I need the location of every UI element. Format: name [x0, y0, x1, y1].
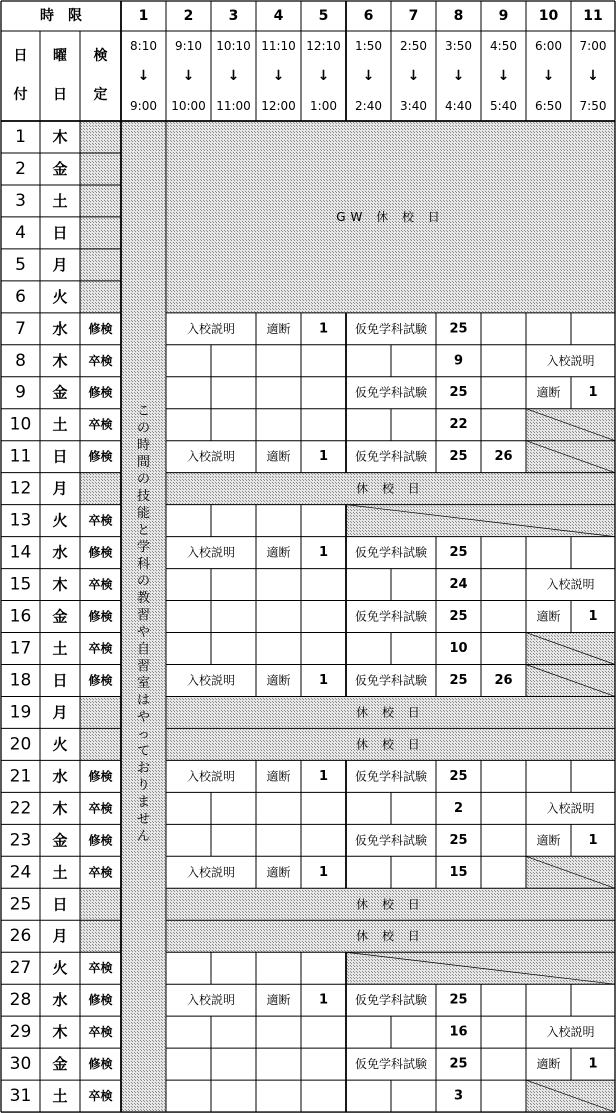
- aptitude-test: 適断: [266, 449, 291, 464]
- lesson-number: 2: [453, 800, 464, 816]
- aptitude-test: 適断: [266, 865, 291, 880]
- date-number: 19: [9, 702, 32, 723]
- weekday: 水: [52, 319, 68, 338]
- lesson-number: 22: [449, 417, 468, 433]
- orientation-session: 入校説明: [186, 449, 236, 464]
- date-number: 18: [9, 670, 32, 691]
- weekday: 月: [52, 703, 68, 722]
- date-number: 31: [9, 1086, 32, 1107]
- period-start: 8:10: [130, 39, 157, 53]
- lesson-number: 25: [449, 545, 468, 561]
- closed-day-label: 休 校 日: [356, 737, 425, 752]
- date-number: 8: [15, 350, 26, 371]
- weekday: 木: [52, 575, 68, 594]
- down-arrow-icon: ↓: [227, 68, 240, 84]
- weekday: 金: [52, 383, 68, 402]
- down-arrow-icon: ↓: [272, 68, 285, 84]
- weekday: 木: [52, 1023, 68, 1042]
- weekday: 土: [52, 191, 68, 210]
- lesson-number: 25: [449, 1056, 468, 1072]
- period-start: 10:10: [216, 39, 251, 53]
- date-number: 14: [9, 542, 32, 563]
- inspect-blank: [80, 696, 121, 728]
- date-number: 25: [9, 894, 32, 915]
- down-arrow-icon: ↓: [542, 68, 555, 84]
- date-number: 3: [15, 190, 26, 211]
- closed-day-label: 休 校 日: [356, 481, 425, 496]
- inspect-blank: [80, 888, 121, 920]
- inspection-type: 卒検: [88, 1025, 113, 1040]
- orientation-session: 入校説明: [546, 353, 595, 368]
- closed-day-label: 休 校 日: [356, 897, 425, 912]
- aptitude-test: 適断: [536, 1057, 561, 1072]
- period1-note: この時間の技能と学科の教習や自習室はやっておりません: [136, 404, 151, 844]
- date-number: 10: [9, 414, 32, 435]
- inspection-type: 修検: [88, 769, 113, 784]
- provisional-exam: 仮免学科試験: [354, 449, 428, 464]
- orientation-session: 入校説明: [186, 769, 236, 784]
- aptitude-test: 適断: [266, 321, 291, 336]
- date-number: 2: [15, 158, 26, 179]
- weekday: 水: [52, 991, 68, 1010]
- inspect-blank: [80, 153, 121, 185]
- weekday: 日: [52, 671, 68, 690]
- weekday: 金: [52, 831, 68, 850]
- period-end: 2:40: [355, 99, 382, 113]
- date-number: 24: [9, 862, 32, 883]
- inspect-blank: [80, 281, 121, 313]
- period-number: 11: [583, 8, 603, 24]
- inspection-type: 卒検: [88, 577, 113, 592]
- weekday: 日: [52, 447, 68, 466]
- weekday: 月: [52, 255, 68, 274]
- date-number: 28: [9, 990, 32, 1011]
- lesson-number: 9: [453, 353, 464, 369]
- inspect-blank: [80, 217, 121, 249]
- date-number: 17: [9, 638, 32, 659]
- period-start: 4:50: [490, 39, 517, 53]
- lesson-number: 16: [449, 1024, 468, 1040]
- inspect-blank: [80, 920, 121, 952]
- date-number: 15: [9, 574, 32, 595]
- date-number: 16: [9, 606, 32, 627]
- period-start: 1:50: [355, 39, 382, 53]
- date-number: 26: [9, 926, 32, 947]
- inspection-type: 卒検: [88, 1089, 113, 1104]
- weekday: 木: [52, 351, 68, 370]
- weekday: 火: [52, 511, 68, 530]
- lesson-number: 26: [494, 672, 513, 688]
- closed-day-label: 休 校 日: [356, 929, 425, 944]
- lesson-number: 25: [449, 321, 468, 337]
- header-jigen: 時 限: [40, 8, 82, 24]
- weekday: 土: [52, 1087, 68, 1106]
- lesson-number: 25: [449, 832, 468, 848]
- period-end: 12:00: [261, 99, 296, 113]
- weekday: 水: [52, 767, 68, 786]
- lesson-number: 1: [588, 609, 598, 625]
- down-arrow-icon: ↓: [317, 68, 330, 84]
- provisional-exam: 仮免学科試験: [354, 1057, 428, 1072]
- period-number: 6: [363, 8, 374, 24]
- date-number: 1: [15, 126, 26, 147]
- date-number: 9: [15, 382, 26, 403]
- lesson-number: 25: [449, 672, 468, 688]
- date-number: 21: [9, 766, 32, 787]
- weekday: 月: [52, 479, 68, 498]
- lesson-number: 3: [453, 1088, 464, 1104]
- period-number: 7: [408, 8, 419, 24]
- inspect-blank: [80, 121, 121, 153]
- lesson-number: 1: [318, 672, 329, 688]
- weekday: 火: [52, 287, 68, 306]
- lesson-number: 25: [449, 449, 468, 465]
- lesson-number: 1: [588, 832, 598, 848]
- lesson-number: 1: [318, 449, 329, 465]
- date-number: 4: [15, 222, 26, 243]
- down-arrow-icon: ↓: [587, 68, 599, 84]
- period-number: 5: [318, 8, 329, 24]
- lesson-number: 26: [494, 449, 513, 465]
- period-end: 9:00: [130, 99, 157, 113]
- date-number: 30: [9, 1054, 32, 1075]
- down-arrow-icon: ↓: [497, 68, 510, 84]
- inspect-blank: [80, 728, 121, 760]
- header-inspect: 検: [93, 48, 108, 64]
- lesson-number: 25: [449, 609, 468, 625]
- weekday: 金: [52, 1055, 68, 1074]
- period-start: 6:00: [535, 39, 562, 53]
- weekday: 金: [52, 159, 68, 178]
- period-end: 11:00: [216, 99, 251, 113]
- orientation-session: 入校説明: [186, 545, 236, 560]
- period-number: 10: [538, 8, 559, 24]
- period-start: 7:00: [579, 39, 607, 53]
- provisional-exam: 仮免学科試験: [354, 545, 428, 560]
- weekday: 木: [52, 799, 68, 818]
- provisional-exam: 仮免学科試験: [354, 385, 428, 400]
- lesson-number: 25: [449, 385, 468, 401]
- orientation-session: 入校説明: [546, 1025, 595, 1040]
- weekday: 土: [52, 639, 68, 658]
- period-end: 3:40: [400, 99, 427, 113]
- header-weekday: 曜: [53, 48, 67, 64]
- inspection-type: 修検: [88, 993, 113, 1008]
- down-arrow-icon: ↓: [407, 68, 420, 84]
- inspection-type: 卒検: [88, 961, 113, 976]
- orientation-session: 入校説明: [546, 801, 595, 816]
- orientation-session: 入校説明: [186, 321, 236, 336]
- provisional-exam: 仮免学科試験: [354, 833, 428, 848]
- orientation-session: 入校説明: [186, 673, 236, 688]
- weekday: 土: [52, 863, 68, 882]
- lesson-number: 25: [449, 992, 468, 1008]
- orientation-session: 入校説明: [186, 865, 236, 880]
- provisional-exam: 仮免学科試験: [354, 993, 428, 1008]
- weekday: 日: [52, 223, 68, 242]
- provisional-exam: 仮免学科試験: [354, 609, 428, 624]
- down-arrow-icon: ↓: [137, 68, 150, 84]
- inspect-blank: [80, 185, 121, 217]
- date-number: 13: [9, 510, 32, 531]
- inspection-type: 修検: [88, 449, 113, 464]
- period-start: 12:10: [306, 39, 341, 53]
- period-number: 3: [228, 8, 239, 24]
- date-number: 12: [9, 478, 32, 499]
- period-number: 8: [453, 8, 464, 24]
- inspect-blank: [80, 473, 121, 505]
- provisional-exam: 仮免学科試験: [354, 321, 428, 336]
- down-arrow-icon: ↓: [182, 68, 195, 84]
- header-weekday: 日: [53, 87, 67, 103]
- aptitude-test: 適断: [266, 673, 291, 688]
- down-arrow-icon: ↓: [362, 68, 375, 84]
- inspection-type: 卒検: [88, 513, 113, 528]
- date-number: 27: [9, 958, 32, 979]
- period-end: 6:50: [535, 99, 562, 113]
- lesson-number: 1: [588, 385, 598, 401]
- lesson-number: 1: [588, 1056, 598, 1072]
- date-number: 22: [9, 798, 32, 819]
- period-start: 9:10: [175, 39, 202, 53]
- aptitude-test: 適断: [536, 385, 561, 400]
- weekday: 火: [52, 735, 68, 754]
- period-start: 11:10: [261, 39, 296, 53]
- inspection-type: 卒検: [88, 641, 113, 656]
- period-end: 5:40: [490, 99, 517, 113]
- date-number: 29: [9, 1022, 32, 1043]
- period-number: 1: [138, 8, 149, 24]
- gw-holiday-label: GW 休 校 日: [336, 209, 445, 224]
- weekday: 土: [52, 415, 68, 434]
- date-number: 20: [9, 734, 32, 755]
- lesson-number: 24: [449, 577, 468, 593]
- lesson-number: 1: [318, 864, 329, 880]
- header-date: 付: [13, 87, 28, 103]
- weekday: 木: [52, 127, 68, 146]
- period-end: 4:40: [445, 99, 472, 113]
- period-number: 2: [183, 8, 194, 24]
- date-number: 5: [15, 254, 26, 275]
- lesson-number: 1: [318, 992, 329, 1008]
- inspection-type: 修検: [88, 385, 113, 400]
- provisional-exam: 仮免学科試験: [354, 769, 428, 784]
- period-start: 2:50: [400, 39, 427, 53]
- period-start: 3:50: [445, 39, 472, 53]
- inspection-type: 修検: [88, 609, 113, 624]
- period-end: 1:00: [310, 99, 337, 113]
- lesson-number: 15: [449, 864, 468, 880]
- lesson-number: 1: [318, 321, 329, 337]
- lesson-number: 1: [318, 768, 329, 784]
- weekday: 月: [52, 927, 68, 946]
- inspect-blank: [80, 249, 121, 281]
- period-number: 4: [273, 8, 284, 24]
- weekday: 火: [52, 959, 68, 978]
- inspection-type: 卒検: [88, 801, 113, 816]
- weekday: 金: [52, 607, 68, 626]
- date-number: 6: [15, 286, 26, 307]
- lesson-number: 25: [449, 768, 468, 784]
- aptitude-test: 適断: [266, 769, 291, 784]
- inspection-type: 修検: [88, 833, 113, 848]
- aptitude-test: 適断: [266, 545, 291, 560]
- orientation-session: 入校説明: [546, 577, 595, 592]
- aptitude-test: 適断: [536, 609, 561, 624]
- lesson-number: 10: [449, 641, 468, 657]
- inspection-type: 修検: [88, 1057, 113, 1072]
- period-end: 7:50: [579, 99, 607, 113]
- inspection-type: 修検: [88, 545, 113, 560]
- aptitude-test: 適断: [266, 993, 291, 1008]
- orientation-session: 入校説明: [186, 993, 236, 1008]
- inspection-type: 卒検: [88, 417, 113, 432]
- down-arrow-icon: ↓: [452, 68, 465, 84]
- provisional-exam: 仮免学科試験: [354, 673, 428, 688]
- date-number: 11: [9, 446, 32, 467]
- inspection-type: 卒検: [88, 865, 113, 880]
- inspection-type: 卒検: [88, 353, 113, 368]
- closed-day-label: 休 校 日: [356, 705, 425, 720]
- date-number: 23: [9, 830, 32, 851]
- inspection-type: 修検: [88, 673, 113, 688]
- period-end: 10:00: [171, 99, 206, 113]
- weekday: 日: [52, 895, 68, 914]
- inspection-type: 修検: [88, 321, 113, 336]
- weekday: 水: [52, 543, 68, 562]
- date-number: 7: [15, 318, 26, 339]
- lesson-number: 1: [318, 545, 329, 561]
- period-number: 9: [498, 8, 509, 24]
- aptitude-test: 適断: [536, 833, 561, 848]
- header-inspect: 定: [93, 87, 108, 103]
- header-date: 日: [13, 48, 28, 64]
